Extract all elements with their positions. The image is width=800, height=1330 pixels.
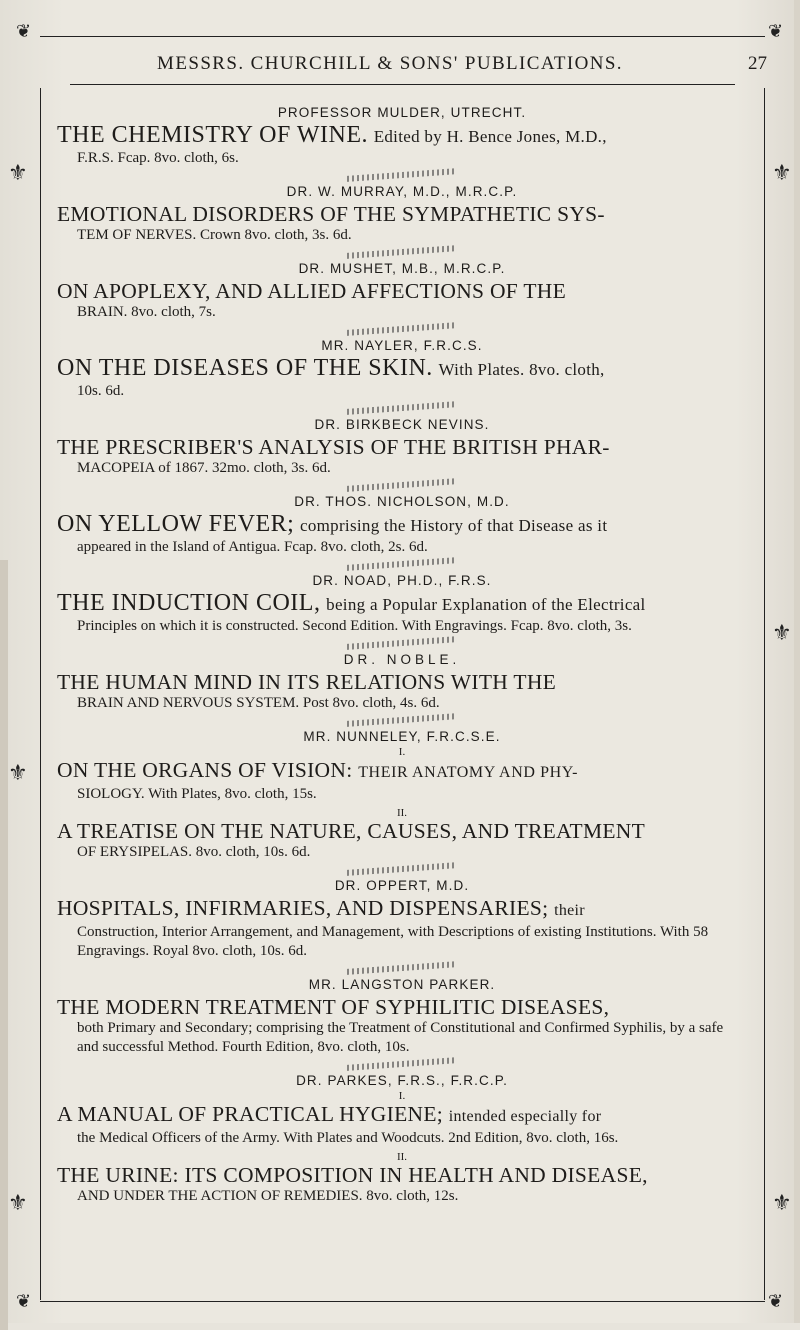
- volume-number: I.: [398, 1090, 406, 1102]
- list-item: [57, 417, 747, 488]
- corner-ornament-icon: ❦: [768, 1291, 784, 1311]
- book-details: SIOLOGY. With Plates, 8vo. cloth, 15s.: [77, 786, 317, 802]
- header-underline-rule: [70, 84, 735, 85]
- corner-ornament-icon: ❦: [16, 21, 32, 41]
- wavy-divider: [347, 245, 457, 259]
- book-details: Construction, Interior Arrangement, and Management, with Descriptions of existing Institutions. With 58 Engravings. Royal 8vo. cloth, 10s. 6d.: [77, 924, 709, 959]
- book-details: F.R.S. Fcap. 8vo. cloth, 6s.: [77, 150, 239, 166]
- corner-ornament-icon: ❦: [16, 1291, 32, 1311]
- wavy-divider: [347, 961, 457, 975]
- book-title: THE HUMAN MIND IN ITS RELATIONS WITH THE: [57, 670, 557, 694]
- author-line: MR. NUNNELEY, F.R.C.S.E.: [303, 729, 501, 744]
- book-details: 10s. 6d.: [77, 383, 125, 399]
- book-title: THE INDUCTION COIL, being a Popular Explanation of the Electrical: [57, 590, 646, 616]
- publication-list: [57, 105, 747, 1206]
- list-item: [57, 494, 747, 567]
- list-item: [57, 652, 747, 723]
- side-ornament-icon: ⚜: [772, 620, 792, 645]
- book-title: A MANUAL OF PRACTICAL HYGIENE; intended especially for: [57, 1102, 602, 1126]
- side-ornament-icon: ⚜: [8, 760, 28, 785]
- author-line: MR. LANGSTON PARKER.: [308, 977, 496, 992]
- list-item: [57, 261, 747, 332]
- wavy-divider: [347, 557, 457, 571]
- volume-number: II.: [396, 1151, 408, 1163]
- list-item: [57, 878, 747, 971]
- book-title: ON APOPLEXY, AND ALLIED AFFECTIONS OF THE: [57, 279, 567, 303]
- right-border-rule: [764, 88, 765, 1300]
- book-details: the Medical Officers of the Army. With Plates and Woodcuts. 2nd Edition, 8vo. cloth, 16s.: [77, 1130, 619, 1146]
- author-line: PROFESSOR MULDER, UTRECHT.: [277, 105, 527, 120]
- corner-ornament-icon: ❦: [768, 21, 784, 41]
- book-title: THE CHEMISTRY OF WINE. Edited by H. Bence Jones, M.D.,: [57, 122, 607, 148]
- list-item: [57, 1152, 747, 1206]
- page-gutter-shadow: [0, 560, 8, 1330]
- book-details: Principles on which it is constructed. Second Edition. With Engravings. Fcap. 8vo. cloth, 3s.: [77, 618, 632, 634]
- side-ornament-icon: ⚜: [8, 1190, 28, 1215]
- book-details: both Primary and Secondary; comprising the Treatment of Constitutional and Confirmed Syphilis, by a safe and successful Method. Fourth Edition, 8vo. cloth, 10s.: [77, 1020, 724, 1055]
- book-details: AND UNDER THE ACTION OF REMEDIES. 8vo. cloth, 12s.: [77, 1188, 459, 1204]
- book-title: ON YELLOW FEVER; comprising the History of that Disease as it: [57, 511, 608, 537]
- wavy-divider: [347, 862, 457, 876]
- book-details: BRAIN. 8vo. cloth, 7s.: [77, 304, 216, 320]
- side-ornament-icon: ⚜: [772, 1190, 792, 1215]
- book-details: BRAIN AND NERVOUS SYSTEM. Post 8vo. cloth, 4s. 6d.: [77, 695, 440, 711]
- list-item: [57, 808, 747, 872]
- running-header: MESSRS. CHURCHILL & SONS' PUBLICATIONS.: [157, 53, 623, 74]
- author-line: DR. W. MURRAY, M.D., M.R.C.P.: [286, 184, 518, 199]
- wavy-divider: [347, 401, 457, 415]
- list-item: [57, 729, 747, 804]
- book-title: HOSPITALS, INFIRMARIES, AND DISPENSARIES; their: [57, 896, 585, 920]
- author-line: DR. NOBLE.: [343, 652, 461, 667]
- book-title: THE MODERN TREATMENT OF SYPHILITIC DISEASES,: [57, 995, 610, 1019]
- book-details: OF ERYSIPELAS. 8vo. cloth, 10s. 6d.: [77, 844, 311, 860]
- wavy-divider: [347, 478, 457, 492]
- wavy-divider: [347, 713, 457, 727]
- side-ornament-icon: ⚜: [8, 160, 28, 185]
- wavy-divider: [347, 636, 457, 650]
- list-item: [57, 573, 747, 646]
- book-details: TEM OF NERVES. Crown 8vo. cloth, 3s. 6d.: [77, 227, 352, 243]
- left-border-rule: [40, 88, 41, 1300]
- author-line: MR. NAYLER, F.R.C.S.: [321, 338, 483, 353]
- book-details: appeared in the Island of Antigua. Fcap. 8vo. cloth, 2s. 6d.: [77, 539, 428, 555]
- top-border-rule: [40, 36, 765, 37]
- wavy-divider: [347, 1057, 457, 1071]
- author-line: DR. NOAD, PH.D., F.R.S.: [312, 573, 492, 588]
- wavy-divider: [347, 168, 457, 182]
- book-title: THE PRESCRIBER'S ANALYSIS OF THE BRITISH PHAR-: [57, 435, 610, 459]
- wavy-divider: [347, 322, 457, 336]
- book-title: ON THE ORGANS OF VISION: THEIR ANATOMY AND PHY-: [57, 758, 579, 782]
- list-item: [57, 105, 747, 178]
- volume-number: I.: [398, 746, 406, 758]
- author-line: DR. OPPERT, M.D.: [334, 878, 470, 893]
- author-line: DR. MUSHET, M.B., M.R.C.P.: [298, 261, 506, 276]
- side-ornament-icon: ⚜: [772, 160, 792, 185]
- bottom-border-rule: [40, 1301, 765, 1302]
- list-item: [57, 1073, 747, 1148]
- list-item: [57, 184, 747, 255]
- book-details: MACOPEIA of 1867. 32mo. cloth, 3s. 6d.: [77, 460, 331, 476]
- list-item: [57, 977, 747, 1067]
- book-title: THE URINE: ITS COMPOSITION IN HEALTH AND DISEASE,: [57, 1163, 648, 1187]
- book-title: ON THE DISEASES OF THE SKIN. With Plates. 8vo. cloth,: [57, 355, 605, 381]
- book-title: A TREATISE ON THE NATURE, CAUSES, AND TREATMENT: [57, 819, 646, 843]
- list-item: [57, 338, 747, 411]
- book-title: EMOTIONAL DISORDERS OF THE SYMPATHETIC SYS-: [57, 202, 605, 226]
- author-line: DR. BIRKBECK NEVINS.: [314, 417, 490, 432]
- author-line: DR. THOS. NICHOLSON, M.D.: [294, 494, 510, 509]
- author-line: DR. PARKES, F.R.S., F.R.C.P.: [296, 1073, 508, 1088]
- volume-number: II.: [396, 807, 408, 819]
- page-edge-shadow: [794, 0, 800, 1323]
- page-number: 27: [748, 53, 767, 74]
